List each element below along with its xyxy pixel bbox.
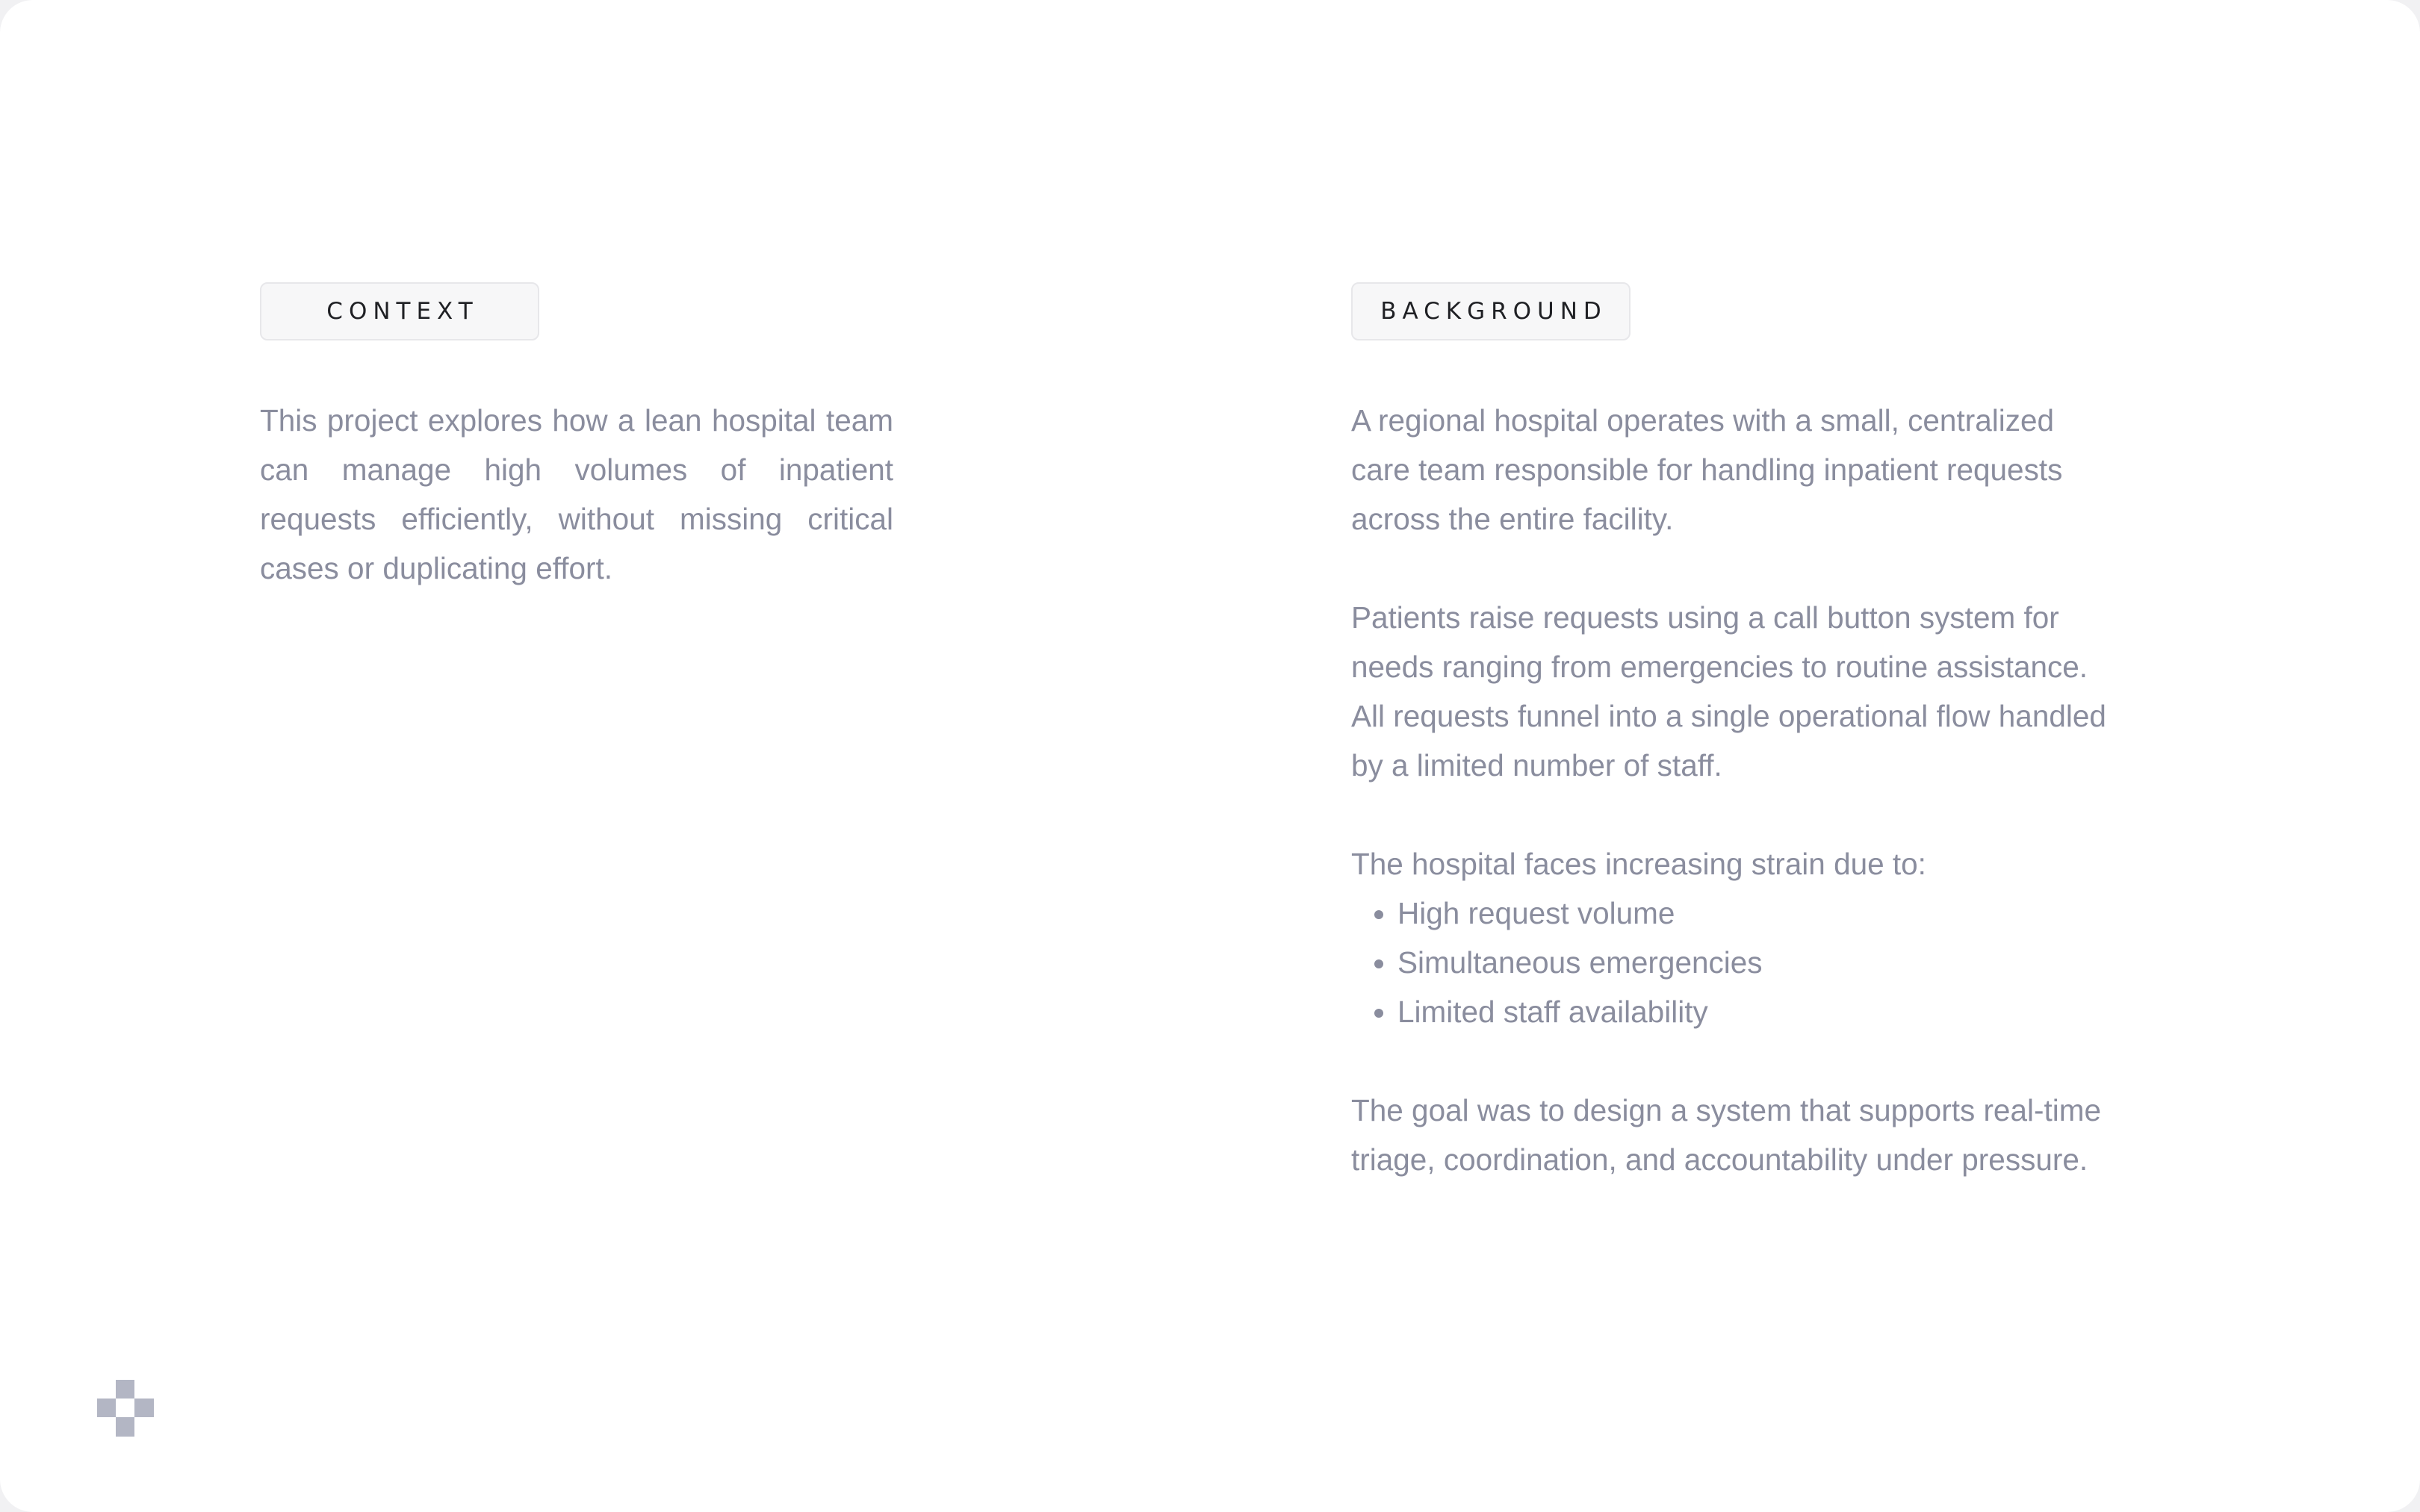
strain-intro: The hospital faces increasing strain due to: [1351, 847, 1926, 881]
background-tag [1351, 282, 1631, 340]
strain-list [1351, 889, 2120, 1036]
background-paragraph-2: Patients raise requests using a call button system for needs ranging from emergencies to routine assistance. All requests funnel into a single operational flow handled by a limited number of staff. [1351, 600, 2106, 783]
strain-list-item: • Simultaneous emergencies [1397, 938, 2120, 987]
background-paragraph-1: A regional hospital operates with a small, centralized care team responsible for handling inpatient requests across the entire facility. [1351, 403, 2063, 536]
context-tag-label: CONTEXT [326, 298, 479, 325]
context-tag [260, 282, 539, 340]
strain-list-item: • High request volume [1397, 889, 2120, 938]
context-body: This project explores how a lean hospital team can manage high volumes of inpatient requests efficiently, without missing critical cases or duplicating effort. [260, 403, 893, 585]
background-section [1351, 396, 2120, 1233]
background-tag-label: BACKGROUND [1380, 298, 1607, 325]
strain-list-item: • Limited staff availability [1397, 987, 2120, 1036]
checker-logo-icon [97, 1380, 154, 1437]
goal-paragraph: The goal was to design a system that supports real-time triage, coordination, and accountability under pressure. [1351, 1093, 2101, 1177]
